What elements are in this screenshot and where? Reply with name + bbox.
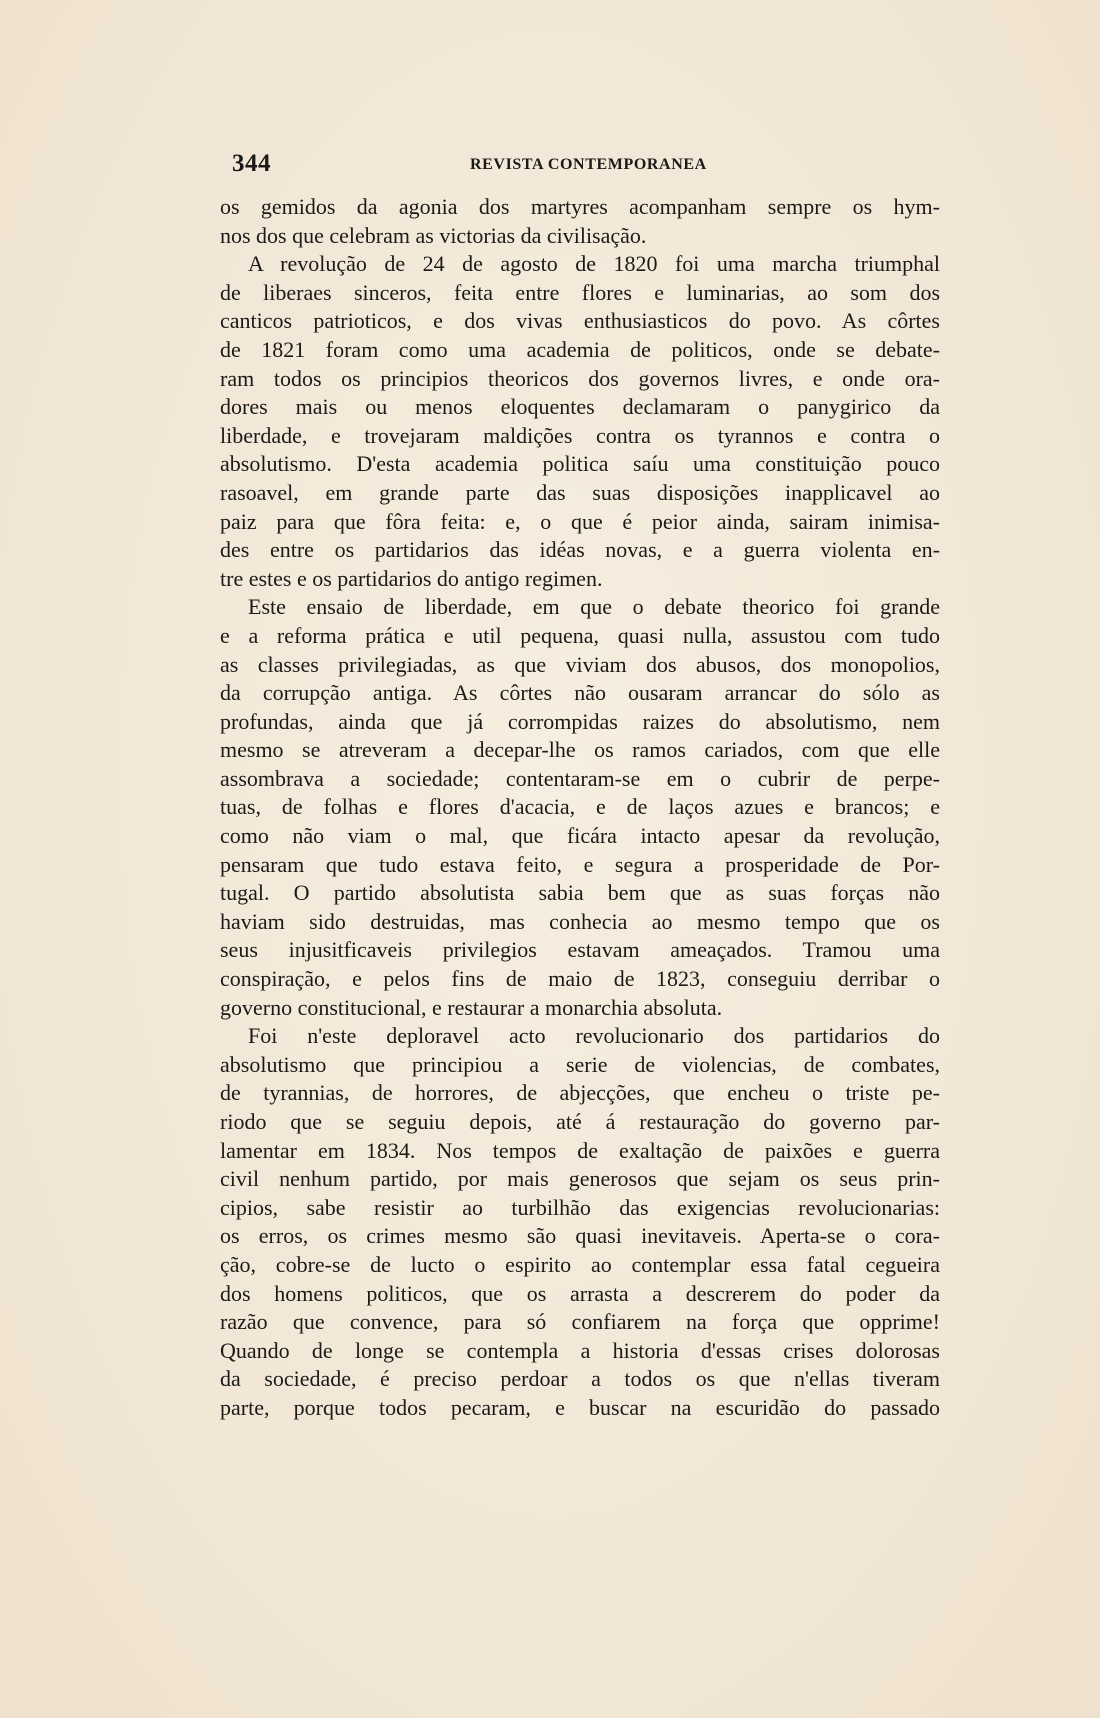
running-title: REVISTA CONTEMPORANEA (470, 156, 707, 173)
text-line: da sociedade, é preciso perdoar a todos os que n'ellas tiveram (220, 1366, 940, 1392)
text-line: seus injusitficaveis privilegios estavam ameaçados. Tramou uma (220, 937, 940, 963)
text-line: nos dos que celebram as victorias da civilisação. (220, 222, 647, 248)
text-line: de 1821 foram como uma academia de politicos, onde se debate- (220, 336, 940, 362)
text-line: as classes privilegiadas, as que viviam dos abusos, dos monopolios, (220, 651, 940, 677)
text-line: riodo que se seguiu depois, até á restauração do governo par- (220, 1109, 940, 1134)
text-line: des entre os partidarios das idéas novas, e a guerra violenta en- (220, 537, 940, 563)
text-line: tre estes e os partidarios do antigo regimen. (220, 565, 603, 591)
text-line: e a reforma prática e util pequena, quasi nulla, assustou com tudo (220, 622, 940, 648)
text-line: ção, cobre-se de lucto o espirito ao contemplar essa fatal cegueira (220, 1251, 940, 1277)
text-line: os gemidos da agonia dos martyres acompanham sempre os hym- (220, 194, 940, 219)
text-line: razão que convence, para só confiarem na força que opprime! (220, 1309, 940, 1335)
text-line: de tyrannias, de horrores, de abjecções, que encheu o triste pe- (220, 1080, 940, 1106)
text-line: de liberaes sinceros, feita entre flores e luminarias, ao som dos (220, 279, 940, 305)
body-text (220, 193, 940, 1423)
text-line: conspiração, e pelos fins de maio de 1823, conseguiu derribar o (220, 966, 940, 992)
text-line: civil nenhum partido, por mais generosos que sejam os seus prin- (220, 1166, 940, 1192)
text-line: liberdade, e trovejaram maldições contra os tyrannos e contra o (220, 422, 940, 448)
text-line: governo constitucional, e restaurar a monarchia absoluta. (220, 994, 723, 1020)
page-number: 344 (232, 150, 271, 177)
text-line: haviam sido destruidas, mas conhecia ao mesmo tempo que os (220, 908, 940, 934)
text-line: parte, porque todos pecaram, e buscar na escuridão do passado (220, 1394, 940, 1420)
text-line: lamentar em 1834. Nos tempos de exaltação de paixões e guerra (220, 1137, 940, 1163)
text-line: tugal. O partido absolutista sabia bem que as suas forças não (220, 880, 940, 906)
text-line: dores mais ou menos eloquentes declamaram o panygirico da (220, 394, 940, 420)
text-line: Este ensaio de liberdade, em que o debate theorico foi grande (248, 594, 940, 620)
text-line: pensaram que tudo estava feito, e segura a prosperidade de Por- (220, 851, 940, 877)
text-line: absolutismo. D'esta academia politica saíu uma constituição pouco (220, 451, 940, 477)
text-line: ram todos os principios theoricos dos governos livres, e onde ora- (220, 365, 940, 391)
text-line: A revolução de 24 de agosto de 1820 foi uma marcha triumphal (248, 251, 940, 277)
text-line: dos homens politicos, que os arrasta a descrerem do poder da (220, 1280, 940, 1306)
text-line: assombrava a sociedade; contentaram-se em o cubrir de perpe- (220, 765, 940, 791)
text-line: cipios, sabe resistir ao turbilhão das exigencias revolucionarias: (220, 1194, 940, 1220)
text-line: tuas, de folhas e flores d'acacia, e de laços azues e brancos; e (220, 794, 940, 820)
text-line: mesmo se atreveram a decepar-lhe os ramos cariados, com que elle (220, 737, 940, 763)
text-line: profundas, ainda que já corrompidas raizes do absolutismo, nem (220, 708, 940, 734)
text-line: rasoavel, em grande parte das suas disposições inapplicavel ao (220, 479, 940, 505)
text-line: canticos patrioticos, e dos vivas enthusiasticos do povo. As côrtes (220, 308, 940, 334)
page-header (232, 150, 712, 180)
text-line: da corrupção antiga. As côrtes não ousaram arrancar do sólo as (220, 680, 940, 706)
text-line: como não viam o mal, que ficára intacto apesar da revolução, (220, 823, 940, 849)
text-line: Foi n'este deploravel acto revolucionario dos partidarios do (248, 1023, 940, 1049)
text-line: Quando de longe se contempla a historia d'essas crises dolorosas (220, 1337, 940, 1363)
text-line: os erros, os crimes mesmo são quasi inevitaveis. Aperta-se o cora- (220, 1223, 940, 1249)
text-line: paiz para que fôra feita: e, o que é peior ainda, sairam inimisa- (220, 508, 940, 534)
text-line: absolutismo que principiou a serie de violencias, de combates, (220, 1051, 940, 1077)
